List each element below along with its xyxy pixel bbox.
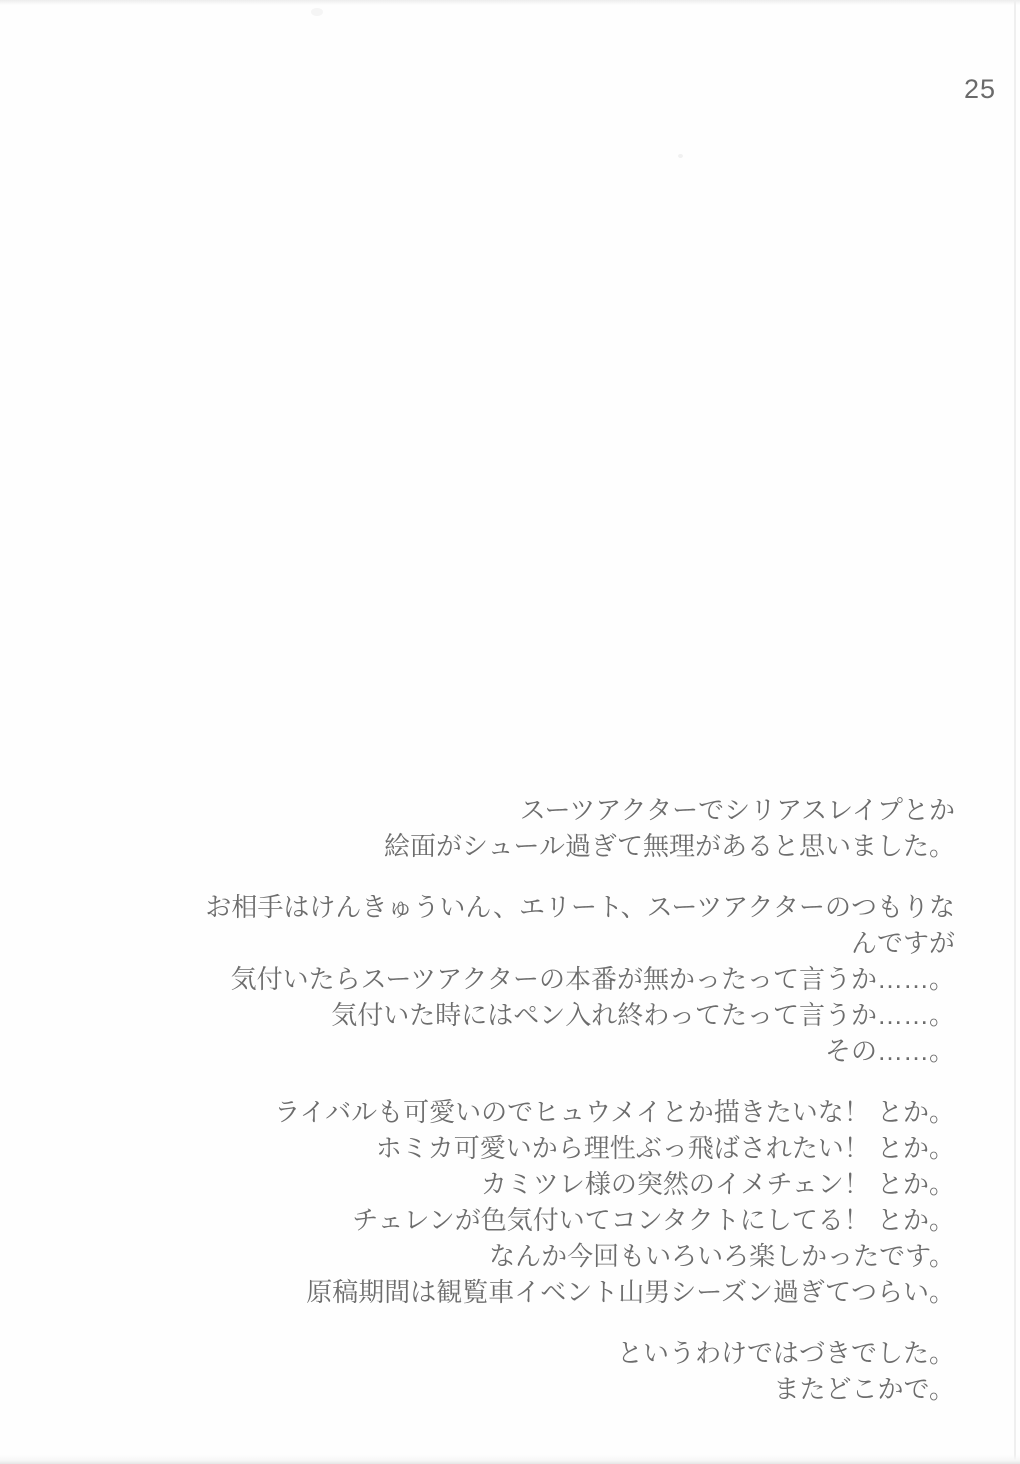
scan-speck-middle [678, 154, 683, 158]
afterword-line: 原稿期間は観覧車イベント山男シーズン過ぎてつらい。 [306, 1277, 955, 1307]
afterword-paragraph [195, 1094, 955, 1310]
afterword-line: なんか今回もいろいろ楽しかったです。 [489, 1241, 955, 1271]
afterword-line: チェレンが色気付いてコンタクトにしてる！ とか。 [352, 1205, 955, 1235]
afterword-line: ホミカ可愛いから理性ぶっ飛ばされたい！ とか。 [375, 1133, 955, 1163]
afterword-line: またどこかで。 [773, 1374, 955, 1404]
afterword-paragraph [195, 889, 955, 1069]
afterword-line: その……。 [824, 1036, 955, 1066]
scan-artifact-bottom-edge [0, 1455, 1020, 1464]
scan-artifact-top-edge [0, 0, 1020, 5]
afterword-line: スーツアクターでシリアスレイプとか [519, 795, 955, 825]
afterword-line: 絵面がシュール過ぎて無理があると思いました。 [384, 831, 955, 861]
afterword-line: ライバルも可愛いのでヒュウメイとか描きたいな！ とか。 [274, 1097, 955, 1127]
afterword-line: 気付いたらスーツアクターの本番が無かったって言うか……。 [230, 964, 955, 994]
afterword-paragraph [195, 792, 955, 864]
afterword-line: というわけではづきでした。 [616, 1338, 955, 1368]
afterword-paragraph [195, 1335, 955, 1407]
afterword-line: お相手はけんきゅういん、エリート、スーツアクターのつもりなんですが [205, 892, 955, 958]
scan-speck-top [311, 8, 323, 16]
scan-artifact-right-edge [1014, 0, 1016, 1464]
page-number: 25 [963, 74, 996, 104]
afterword-line: カミツレ様の突然のイメチェン！ とか。 [480, 1169, 955, 1199]
afterword-line: 気付いた時にはペン入れ終わってたって言うか……。 [331, 1000, 955, 1030]
afterword-text-block [195, 792, 955, 1407]
